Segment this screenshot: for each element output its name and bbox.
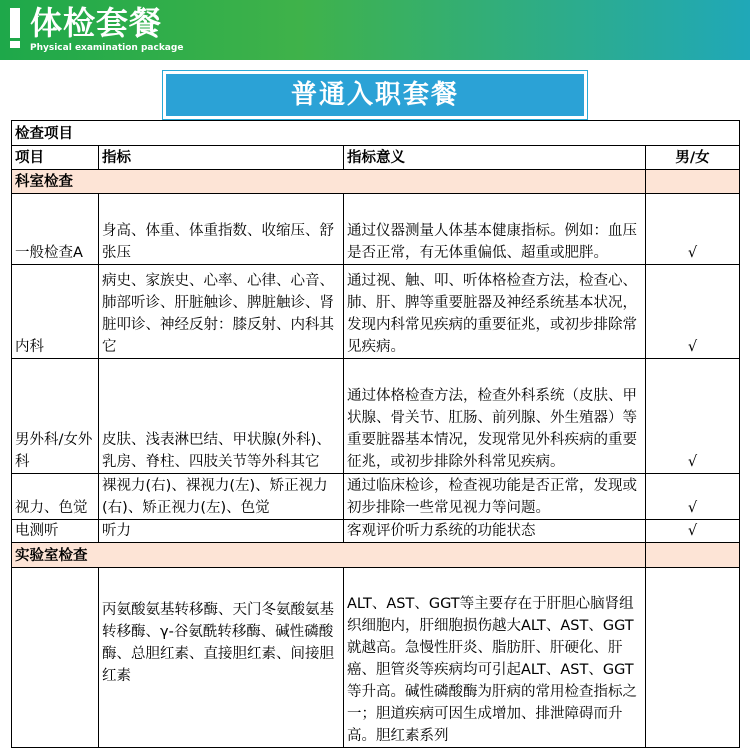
table-row <box>12 359 740 474</box>
row-mark: √ <box>646 520 740 543</box>
table-row <box>12 474 740 520</box>
column-header-item: 项目 <box>12 146 99 170</box>
column-header-gender: 男/女 <box>646 146 740 170</box>
section-blank <box>646 543 740 568</box>
row-meaning: ALT、AST、GGT等主要存在于肝胆心脑肾组织细胞内，肝细胞损伤越大ALT、AST、GGT就越高。急慢性肝炎、脂肪肝、肝硬化、肝癌、胆管炎等疾病均可引起ALT、AST、GGT等升高。碱性磷酸酶为肝病的常用检查指标之一；胆道疾病可因生成增加、排泄障碍而升高。胆红素系列 <box>344 568 646 748</box>
table-row <box>12 194 740 265</box>
row-meaning: 通过视、触、叩、听体格检查方法，检查心、肺、肝、脾等重要脏器及神经系统基本状况，发现内科常见疾病的重要征兆，或初步排除常见疾病。 <box>344 265 646 359</box>
table-caption-row <box>12 121 740 146</box>
section-blank <box>646 170 740 194</box>
row-item: 男外科/女外科 <box>12 359 99 474</box>
row-indicator: 病史、家族史、心率、心律、心音、肺部听诊、肝脏触诊、脾脏触诊、肾脏叩诊、神经反射：膝反射、内科其它 <box>99 265 344 359</box>
package-title: 普通入职套餐 <box>166 74 584 116</box>
row-meaning: 通过临床检诊，检查视功能是否正常，发现或初步排除一些常见视力等问题。 <box>344 474 646 520</box>
row-indicator: 身高、体重、体重指数、收缩压、舒张压 <box>99 194 344 265</box>
section-row <box>12 170 740 194</box>
row-item: 内科 <box>12 265 99 359</box>
table-header-row <box>12 146 740 170</box>
row-item: 视力、色觉 <box>12 474 99 520</box>
header-title: 体检套餐 <box>30 4 163 42</box>
table-row <box>12 265 740 359</box>
column-header-meaning: 指标意义 <box>344 146 646 170</box>
header-bar-icon <box>10 8 20 48</box>
table-row <box>12 520 740 543</box>
package-banner <box>162 70 588 120</box>
row-mark: √ <box>646 265 740 359</box>
row-item <box>12 568 99 748</box>
table-caption: 检查项目 <box>12 121 740 146</box>
page-header <box>0 0 750 60</box>
row-indicator: 听力 <box>99 520 344 543</box>
row-meaning: 通过仪器测量人体基本健康指标。例如：血压是否正常，有无体重偏低、超重或肥胖。 <box>344 194 646 265</box>
section-name: 实验室检查 <box>12 543 646 568</box>
column-header-indicator: 指标 <box>99 146 344 170</box>
table-row <box>12 568 740 748</box>
section-name: 科室检查 <box>12 170 646 194</box>
row-mark: √ <box>646 474 740 520</box>
row-indicator: 裸视力(右)、裸视力(左)、矫正视力(右)、矫正视力(左)、色觉 <box>99 474 344 520</box>
row-indicator: 皮肤、浅表淋巴结、甲状腺(外科)、乳房、脊柱、四肢关节等外科其它 <box>99 359 344 474</box>
row-mark: √ <box>646 359 740 474</box>
row-item: 电测听 <box>12 520 99 543</box>
exam-table <box>11 120 740 748</box>
row-meaning: 通过体格检查方法，检查外科系统（皮肤、甲状腺、骨关节、肛肠、前列腺、外生殖器）等重要脏器基本情况，发现常见外科疾病的重要征兆，或初步排除外科常见疾病。 <box>344 359 646 474</box>
row-mark <box>646 568 740 748</box>
header-subtitle: Physical examination package <box>30 43 184 53</box>
row-item: 一般检查A <box>12 194 99 265</box>
row-indicator: 丙氨酸氨基转移酶、天门冬氨酸氨基转移酶、γ-谷氨酰转移酶、碱性磷酸酶、总胆红素、直接胆红素、间接胆红素 <box>99 568 344 748</box>
row-mark: √ <box>646 194 740 265</box>
row-meaning: 客观评价听力系统的功能状态 <box>344 520 646 543</box>
section-row <box>12 543 740 568</box>
